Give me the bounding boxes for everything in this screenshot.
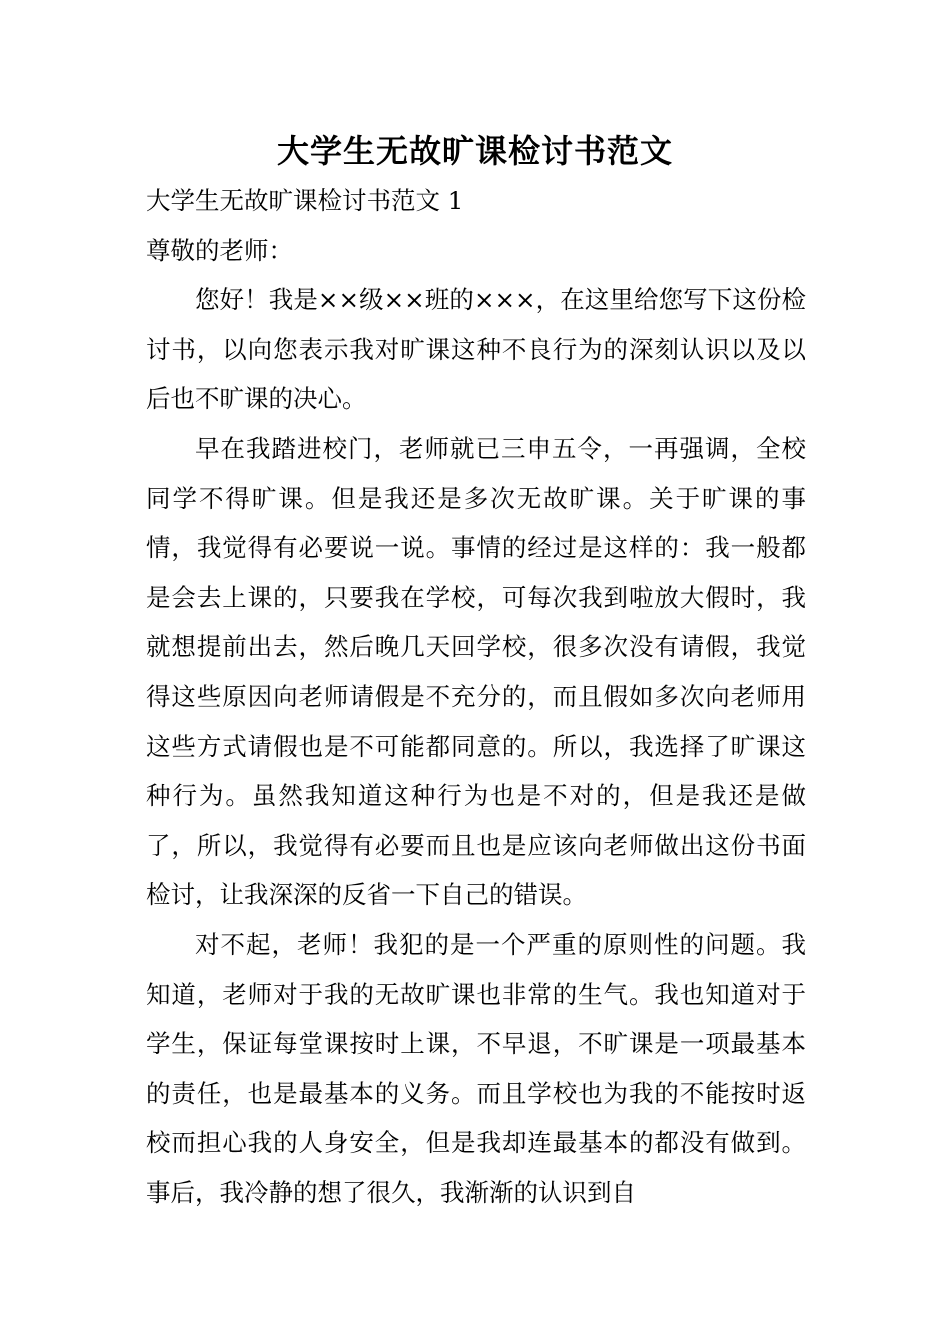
- paragraph-3: 对不起，老师！我犯的是一个严重的原则性的问题。我知道，老师对于我的无故旷课也非常的生气。我也知道对于学生，保证每堂课按时上课，不早退，不旷课是一项最基本的责任，也是最基本的义务。而且学校也为我的不能按时返校而担心我的人身安全，但是我却连最基本的都没有做到。事后，我冷静的想了很久，我渐渐的认识到自: [146, 929, 806, 1207]
- document-title: 大学生无故旷课检讨书范文: [276, 132, 673, 170]
- section-heading: 大学生无故旷课检讨书范文 1: [146, 186, 464, 215]
- salutation: 尊敬的老师：: [146, 235, 293, 265]
- document-body: [146, 176, 806, 1217]
- paragraph-2: 早在我踏进校门，老师就已三申五令，一再强调，全校同学不得旷课。但是我还是多次无故旷课。关于旷课的事情，我觉得有必要说一说。事情的经过是这样的：我一般都是会去上课的，只要我在学校，可每次我到啦放大假时，我就想提前出去，然后晚几天回学校，很多次没有请假，我觉得这些原因向老师请假是不充分的，而且假如多次向老师用这些方式请假也是不可能都同意的。所以，我选择了旷课这种行为。虽然我知道这种行为也是不对的，但是我还是做了，所以，我觉得有必要而且也是应该向老师做出这份书面检讨，让我深深的反省一下自己的错误。: [146, 433, 806, 910]
- paragraph-1: 您好！我是××级××班的×××，在这里给您写下这份检讨书，以向您表示我对旷课这种不良行为的深刻认识以及以后也不旷课的决心。: [146, 285, 806, 414]
